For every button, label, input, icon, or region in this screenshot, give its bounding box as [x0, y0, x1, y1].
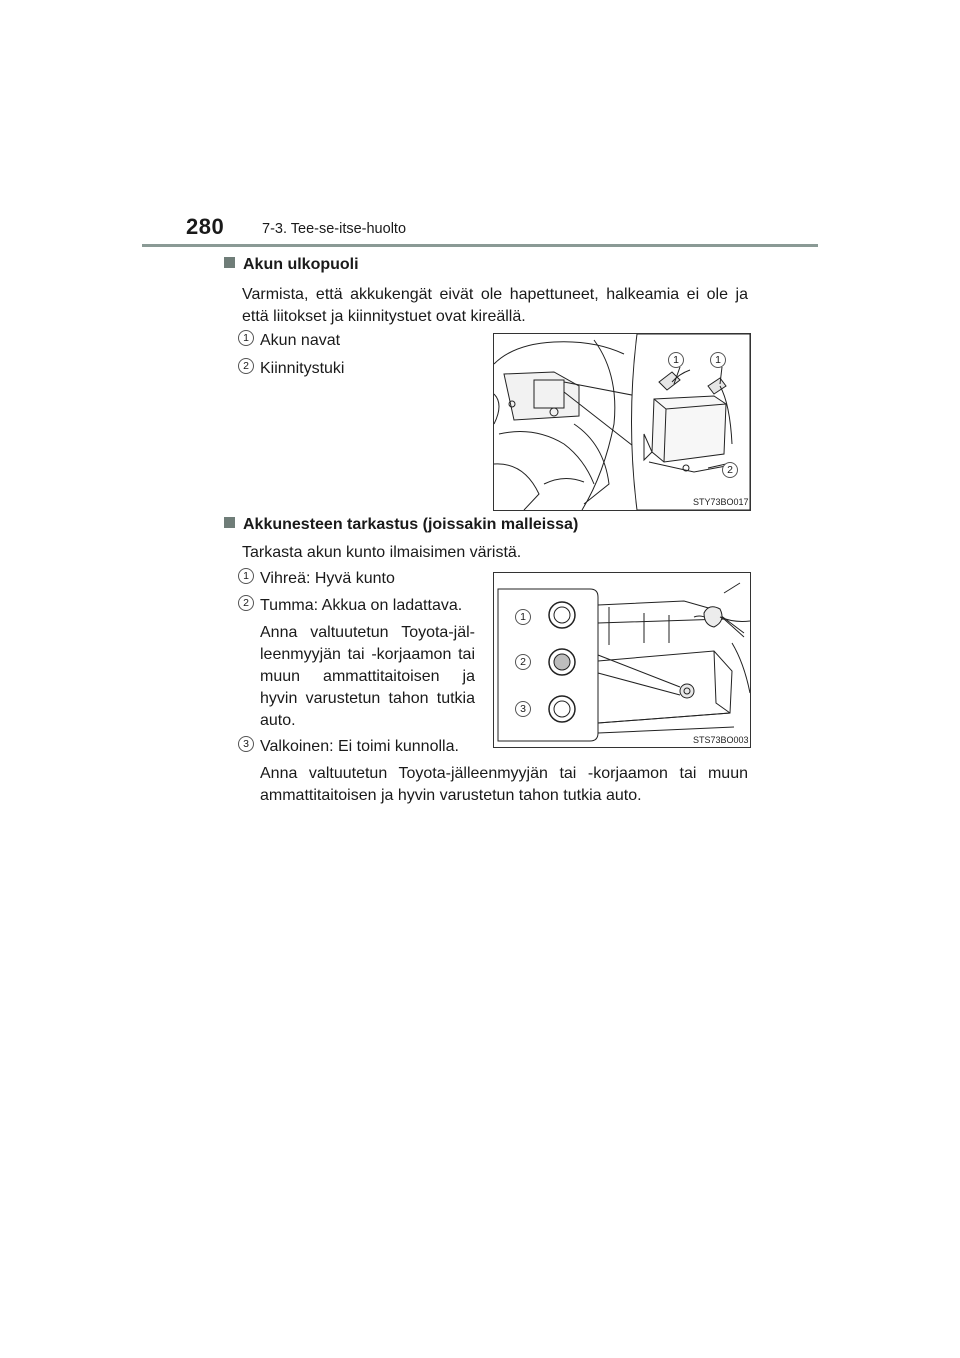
section1-heading — [224, 256, 359, 274]
indicator-figure — [493, 572, 751, 748]
bullet-square-icon — [224, 517, 235, 528]
section2-text: Tarkasta akun kunto ilmaisimen väristä. — [242, 544, 522, 561]
callout-1-icon: 1 — [668, 352, 684, 368]
section-title: 7-3. Tee-se-itse-huolto — [262, 221, 407, 237]
section2-item-3-note: Anna valtuutetun Toyota-jälleenmyyjän tai -korjaamon tai muun ammattitaitoisen ja hyvin varustetun tahon tutkia auto. — [260, 765, 748, 804]
section2-heading — [224, 516, 578, 534]
section2-item-1-label: Vihreä: Hyvä kunto — [260, 570, 395, 587]
header-rule — [142, 244, 818, 247]
section2-item-3-label: Valkoinen: Ei toimi kunnolla. — [260, 738, 459, 755]
page-number: 280 — [186, 214, 225, 239]
section2-item-2-note: Anna valtuutetun Toyota-jäl-leenmyyjän tai -korjaamon tai muun ammattitaitoisen ja hyvin varustetun tahon tutkia auto. — [260, 624, 475, 729]
callout-2-icon: 2 — [722, 462, 738, 478]
battery-indicator-illustration — [494, 573, 750, 747]
section1-item-2-label: Kiinnitystuki — [260, 360, 345, 377]
number-1-icon: 1 — [238, 330, 254, 346]
callout-1-icon: 1 — [710, 352, 726, 368]
battery-exterior-figure — [493, 333, 751, 511]
callout-1-icon: 1 — [515, 609, 531, 625]
bullet-square-icon — [224, 257, 235, 268]
section1-heading-text: Akun ulkopuoli — [243, 256, 359, 273]
section2-item-2-label: Tumma: Akkua on ladattava. — [260, 597, 463, 614]
number-1-icon: 1 — [238, 568, 254, 584]
figure-code: STY73BO017 — [693, 497, 749, 507]
section1-item-1-label: Akun navat — [260, 332, 341, 349]
number-2-icon: 2 — [238, 358, 254, 374]
section2-heading-text: Akkunesteen tarkastus (joissakin malleissa) — [243, 516, 579, 533]
section1-text: Varmista, että akkukengät eivät ole hapettuneet, halkeamia ei ole ja että liitokset ja kiinnitystuet ovat kireällä. — [242, 286, 748, 325]
callout-2-icon: 2 — [515, 654, 531, 670]
callout-3-icon: 3 — [515, 701, 531, 717]
number-3-icon: 3 — [238, 736, 254, 752]
figure-code: STS73BO003 — [693, 735, 749, 745]
number-2-icon: 2 — [238, 595, 254, 611]
